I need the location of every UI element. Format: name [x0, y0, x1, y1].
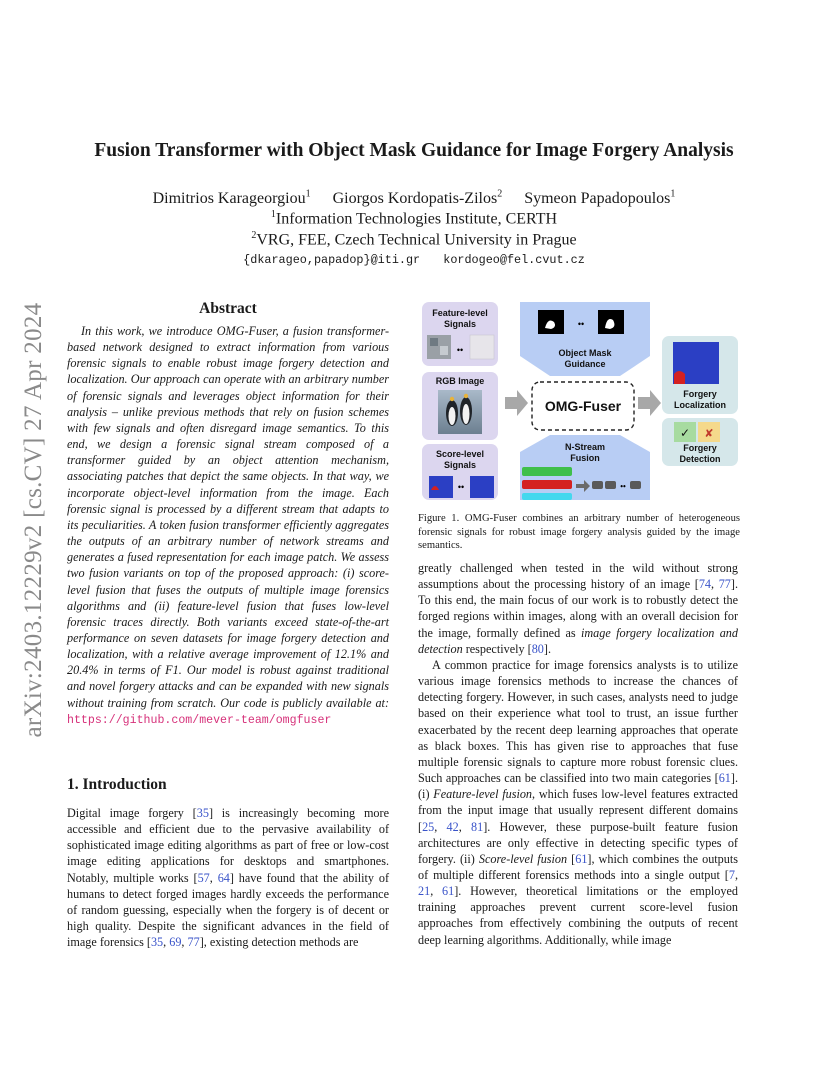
- arxiv-id: arXiv:2403.12229v2 [cs.CV] 27 Apr 2024: [20, 302, 47, 738]
- svg-text:Signals: Signals: [443, 319, 477, 329]
- forgery-detection-box: [662, 418, 738, 466]
- author: Dimitrios Karageorgiou$^1$: [152, 189, 311, 208]
- abstract-heading: Abstract: [199, 300, 257, 317]
- author-emails: [0, 253, 828, 267]
- citation-link[interactable]: 57: [197, 870, 210, 885]
- paragraph: A common practice for image forensics analysts is to utilize various image forensics methods to increase the chances of detecting forgery. However, in such cases, analysts need to judge based on their experience what tool to trust, an issue further exacerbated by the recent deep learning approaches that operate as black boxes. This has given rise to approaches that fuse multiple forensic signals to capture more robust forensic clues. Such approaches can be classified into two main categories [61]. (i) Feature-level fusion, which fuses low-level features extracted from the input image that usually represent different domains [25, 42, 81]. However, these purpose-built feature fusion architectures are only effective in detecting specific types of forgery. (ii) Score-level fusion [61], which combines the outputs of multiple different forensics methods into a single output [7, 21, 61]. However, theoretical limitations or the employed training approaches prevent current score-level fusion approaches from effectively combining the outputs of recent deep learning algorithms. Additionally, while image: [418, 657, 738, 947]
- svg-text:Fusion: Fusion: [570, 453, 600, 463]
- figure-1: [418, 300, 740, 500]
- author: Giorgos Kordopatis-Zilos$^2$: [332, 189, 503, 208]
- omg-fuser-box: [532, 382, 634, 430]
- svg-text:Detection: Detection: [679, 454, 721, 464]
- code-link[interactable]: https://github.com/mever-team/omgfuser: [67, 713, 332, 727]
- rgb-image-box: [422, 372, 498, 440]
- input-arrow: [505, 390, 528, 416]
- citation-link[interactable]: 81: [471, 819, 484, 834]
- svg-text:✓: ✓: [679, 426, 691, 440]
- citation-link[interactable]: 77: [187, 935, 200, 950]
- paper-title: Fusion Transformer with Object Mask Guidance for Image Forgery Analysis: [94, 140, 734, 161]
- paragraph: greatly challenged when tested in the wild without strong assumptions about the processing history of an image [74, 77]. To this end, the main focus of our work is to robustly detect the forged regions within images, along with an overall decision for the image, formally defined as image forgery localization and detection respectively [80].: [418, 561, 738, 656]
- right-column-text: [418, 560, 738, 948]
- svg-text:Guidance: Guidance: [564, 359, 606, 369]
- citation-link[interactable]: 61: [575, 851, 588, 866]
- citation-link[interactable]: 25: [422, 819, 435, 834]
- citation-link[interactable]: 21: [418, 884, 431, 899]
- citation-link[interactable]: 35: [196, 806, 209, 820]
- figure-caption: Figure 1. OMG-Fuser combines an arbitrary number of heterogeneous forensic signals for robust image forgery analysis guided by the image semantics.: [418, 513, 740, 552]
- citation-link[interactable]: 7: [728, 867, 735, 882]
- email: {dkarageo,papadop}@iti.gr: [243, 253, 421, 267]
- citation-link[interactable]: 61: [442, 884, 455, 899]
- section-heading: 1. Introduction: [67, 776, 167, 793]
- citation-link[interactable]: 64: [217, 870, 230, 885]
- svg-text:••: ••: [577, 319, 585, 329]
- forgery-localization-box: [662, 336, 738, 414]
- svg-text:Signals: Signals: [443, 460, 477, 470]
- affiliation: $^2$VRG, FEE, Czech Technical University in Prague: [251, 230, 577, 249]
- citation-link[interactable]: 77: [718, 577, 731, 592]
- citation-link[interactable]: 69: [169, 935, 182, 950]
- svg-text:Forgery: Forgery: [683, 443, 717, 453]
- abstract-text: In this work, we introduce OMG-Fuser, a fusion transformer-based network designed to extract information from various forensic signals to enable robust image forgery detection and localization. Our approach can operate with an arbitrary number of forensic signals and leverages object information for their analysis – unlike previous methods that rely on fusion schemes with few signals and often disregard image semantics. To this end, we design a forensic signal stream composed of a transformer guided by an object attention mechanism, associating patches that depict the same objects. In that way, we incorporate object-level information from the image. Each forensic signal is processed by a different stream that adapts to its peculiarities. A token fusion transformer efficiently aggregates the outputs of an arbitrary number of network streams and generates a fused representation for each image patch. We assess two fusion variants on top of the proposed approach: (i) score-level fusion that fuses the outputs of multiple image forensics algorithms and (ii) feature-level fusion that fuses low-level forensic traces directly. Both variants exceed state-of-the-art performance on seven datasets for image forgery detection and localization, with a relative average improvement of 12.1% and 20.4% in terms of F1. Our model is robust against traditional and novel forgery attacks and can be expanded with new signals without training from scratch. Our code is publicly available at: https://github.com/mever-team/omgfuser: [67, 324, 389, 727]
- svg-text:OMG-Fuser: OMG-Fuser: [544, 398, 622, 414]
- svg-text:RGB Image: RGB Image: [435, 376, 485, 386]
- svg-text:N-Stream: N-Stream: [564, 442, 606, 452]
- svg-text:Localization: Localization: [673, 400, 727, 410]
- intro-paragraph: Digital image forgery [35] is increasingly becoming more accessible and efficient due to the pervasive availability of sophisticated image editing algorithms as part of free or low-cost image editing applications for desktops and smartphones. Notably, multiple works [57, 64] have found that the ability of humans to detect forged images hardly exceeds the performance of random guessing, especially when the forgery is of decent or high quality. Despite the significant advances in the field of image forensics [35, 69, 77], existing detection methods are: [67, 806, 389, 950]
- affiliation: $^1$Information Technologies Institute, CERTH: [270, 209, 558, 228]
- score-level-signals-box: [422, 444, 498, 500]
- svg-text:Object Mask: Object Mask: [558, 348, 612, 358]
- svg-text:••: ••: [456, 345, 464, 355]
- citation-link[interactable]: 80: [531, 641, 544, 656]
- feature-level-signals-box: [422, 302, 498, 366]
- author-list: [0, 189, 828, 208]
- svg-text:Forgery: Forgery: [683, 389, 717, 399]
- svg-text:••: ••: [620, 482, 626, 491]
- citation-link[interactable]: 42: [446, 819, 459, 834]
- author: Symeon Papadopoulos$^1$: [524, 189, 676, 208]
- arxiv-stamp: [12, 285, 56, 755]
- svg-text:••: ••: [457, 482, 465, 492]
- output-arrow: [638, 390, 661, 416]
- svg-text:✘: ✘: [704, 428, 714, 440]
- n-stream-fusion-box: [520, 435, 650, 500]
- svg-text:Feature-level: Feature-level: [432, 308, 488, 318]
- citation-link[interactable]: 74: [698, 577, 712, 592]
- svg-text:Score-level: Score-level: [435, 449, 485, 459]
- citation-link[interactable]: 35: [150, 935, 164, 950]
- object-mask-guidance-box: [520, 302, 650, 376]
- citation-link[interactable]: 61: [718, 771, 731, 786]
- email: kordogeo@fel.cvut.cz: [443, 253, 585, 267]
